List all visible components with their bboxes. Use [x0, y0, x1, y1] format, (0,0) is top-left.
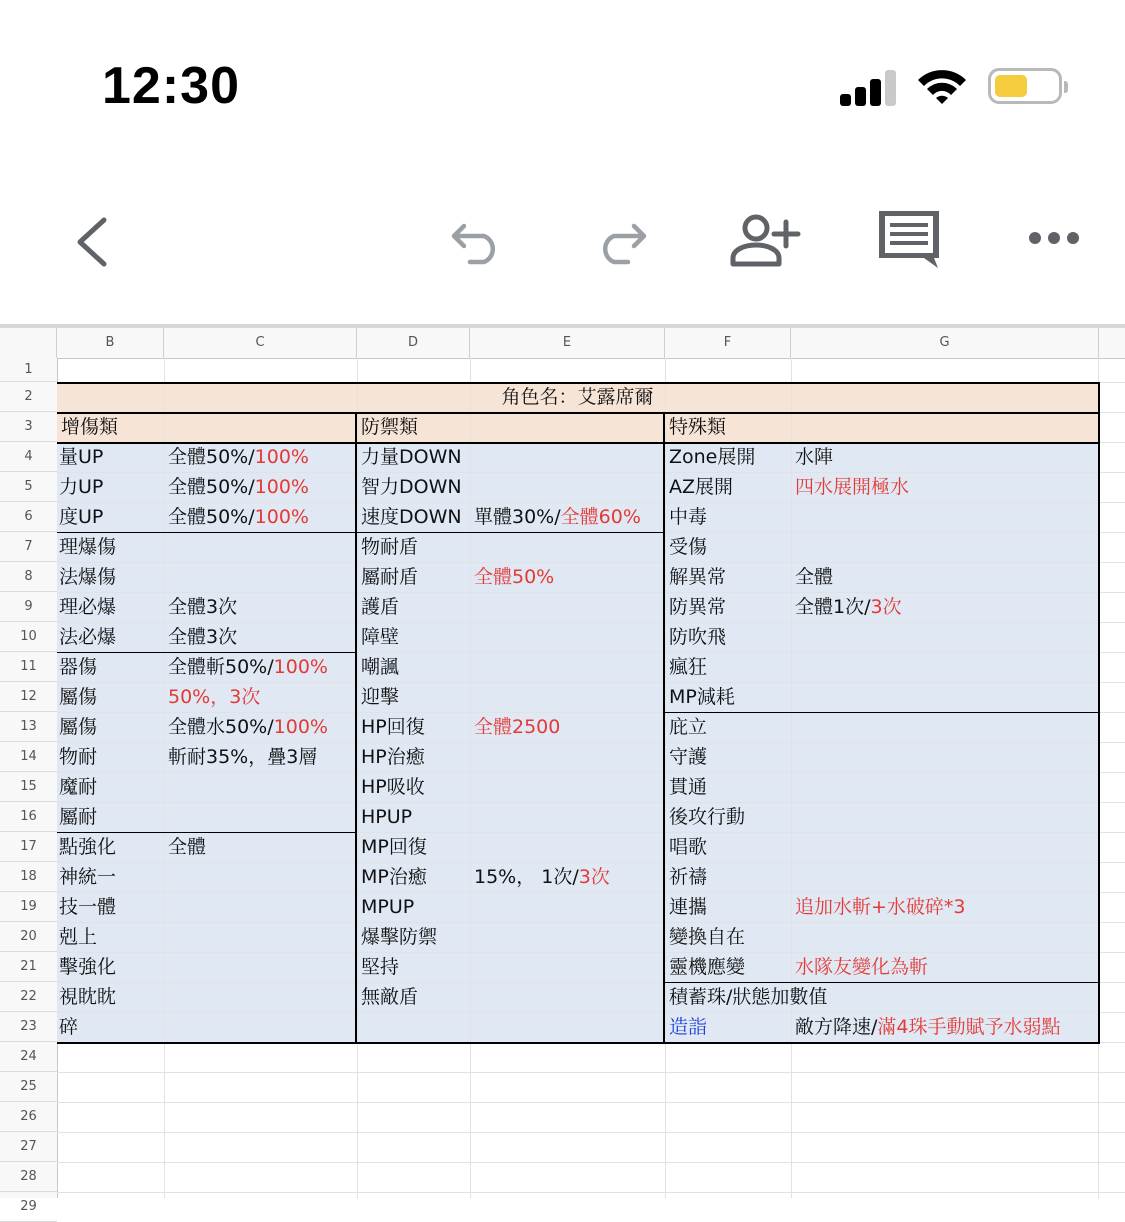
- cell-defense-name[interactable]: HPUP: [361, 806, 413, 828]
- cell-buff-name[interactable]: 量UP: [59, 446, 104, 468]
- spreadsheet[interactable]: [0, 324, 1125, 1214]
- row-header[interactable]: 11: [0, 652, 57, 682]
- cell-special-name[interactable]: 瘋狂: [669, 656, 708, 678]
- cell-special-value[interactable]: [795, 592, 902, 622]
- gridline-horizontal: [57, 922, 1125, 923]
- cellular-signal-icon: [840, 70, 900, 106]
- cell-defense-name[interactable]: 爆擊防禦: [361, 926, 438, 948]
- row-header[interactable]: 20: [0, 922, 57, 952]
- cell-special-name[interactable]: MP減耗: [669, 686, 735, 708]
- gridline-horizontal: [57, 1072, 1125, 1073]
- cell-special-name[interactable]: 受傷: [669, 536, 708, 558]
- cell-special-value[interactable]: [795, 442, 833, 472]
- cell-border: [355, 412, 357, 1042]
- cell-buff-name[interactable]: 法爆傷: [59, 566, 117, 588]
- row-header-bar: [0, 358, 58, 1214]
- cell-special-name[interactable]: 造詣: [669, 1016, 708, 1038]
- cell-defense-name[interactable]: 無敵盾: [361, 986, 419, 1008]
- cell-special-name[interactable]: 變換自在: [669, 926, 746, 948]
- cell-special-name[interactable]: 防吹飛: [669, 626, 727, 648]
- row-header[interactable]: 22: [0, 982, 57, 1012]
- cell-value-highlight: 全體60%: [560, 506, 641, 528]
- cell-defense-name[interactable]: 護盾: [361, 596, 400, 618]
- cell-buff-value[interactable]: [168, 592, 237, 622]
- gridline-horizontal: [57, 1162, 1125, 1163]
- row-header[interactable]: 27: [0, 1132, 57, 1162]
- row-header[interactable]: 28: [0, 1162, 57, 1192]
- cell-value-highlight: 100%: [254, 446, 309, 468]
- cell-defense-name[interactable]: 力量DOWN: [361, 446, 462, 468]
- select-all-corner[interactable]: [0, 328, 57, 358]
- cell-buff-name[interactable]: 點強化: [59, 836, 117, 858]
- cell-defense-name[interactable]: 嘲諷: [361, 656, 400, 678]
- section-header-b: 增傷類: [61, 416, 119, 438]
- back-chevron-icon[interactable]: [70, 216, 112, 268]
- cell-special-name[interactable]: 祈禱: [669, 866, 708, 888]
- column-header-bar: [0, 328, 1125, 359]
- gridline-horizontal: [57, 1132, 1125, 1133]
- row-header[interactable]: 13: [0, 712, 57, 742]
- row-header[interactable]: 14: [0, 742, 57, 772]
- row-header[interactable]: 21: [0, 952, 57, 982]
- cell-value-text: 敵方降速/: [795, 1016, 878, 1038]
- cell-buff-value[interactable]: [168, 682, 260, 712]
- status-time: 12:30: [102, 57, 240, 115]
- row-header[interactable]: 16: [0, 802, 57, 832]
- cell-value-text: 全體1次/: [795, 596, 871, 618]
- cell-value-text: 全體: [168, 836, 207, 858]
- cell-buff-name[interactable]: 視眈眈: [59, 986, 117, 1008]
- cell-buff-value[interactable]: [168, 652, 328, 682]
- more-options-icon[interactable]: [1028, 230, 1080, 246]
- cell-grid[interactable]: [57, 358, 1125, 1198]
- cell-buff-value[interactable]: [168, 712, 328, 742]
- cell-special-name[interactable]: 後攻行動: [669, 806, 746, 828]
- row-header[interactable]: 12: [0, 682, 57, 712]
- cell-defense-name[interactable]: 智力DOWN: [361, 476, 462, 498]
- cell-special-name[interactable]: 中毒: [669, 506, 708, 528]
- row-header[interactable]: 18: [0, 862, 57, 892]
- cell-value-highlight: 100%: [254, 506, 309, 528]
- cell-special-name[interactable]: 防異常: [669, 596, 727, 618]
- cell-buff-name[interactable]: 屬耐: [59, 806, 98, 828]
- cell-value-highlight: 100%: [273, 656, 328, 678]
- row-header[interactable]: 23: [0, 1012, 57, 1042]
- section-header-f: 特殊類: [669, 416, 727, 438]
- cell-border: [663, 412, 665, 1042]
- cell-special-name[interactable]: 積蓄珠/狀態加數值: [669, 986, 828, 1008]
- cell-defense-name[interactable]: HP吸收: [361, 776, 425, 798]
- row-header[interactable]: 24: [0, 1042, 57, 1072]
- cell-special-name[interactable]: Zone展開: [669, 446, 756, 468]
- cell-buff-name[interactable]: 魔耐: [59, 776, 98, 798]
- cell-buff-value[interactable]: [168, 502, 309, 532]
- cell-value-highlight: 追加水斬+水破碎*3: [795, 896, 966, 918]
- cell-special-name[interactable]: 庇立: [669, 716, 708, 738]
- cell-value-highlight: 50%，3次: [168, 686, 261, 708]
- cell-defense-name[interactable]: 物耐盾: [361, 536, 419, 558]
- cell-defense-name[interactable]: MP治癒: [361, 866, 427, 888]
- row-header[interactable]: 7: [0, 532, 57, 562]
- row-header[interactable]: 2: [0, 382, 57, 412]
- cell-buff-name[interactable]: 屬傷: [59, 686, 98, 708]
- cell-buff-name[interactable]: 碎: [59, 1016, 79, 1038]
- column-header-g[interactable]: G: [791, 328, 1099, 358]
- cell-value-text: 全體水50%/: [168, 716, 274, 738]
- redo-icon[interactable]: [592, 218, 648, 264]
- gridline-horizontal: [57, 952, 1125, 953]
- cell-buff-name[interactable]: 技一體: [59, 896, 117, 918]
- comment-icon[interactable]: [876, 208, 942, 272]
- column-header-b[interactable]: B: [57, 328, 164, 358]
- row-header[interactable]: 19: [0, 892, 57, 922]
- row-header[interactable]: 9: [0, 592, 57, 622]
- row-header[interactable]: 5: [0, 472, 57, 502]
- cell-value-text: 全體3次: [168, 596, 238, 618]
- cell-defense-name[interactable]: MP回復: [361, 836, 427, 858]
- cell-special-name[interactable]: 貫通: [669, 776, 708, 798]
- cell-special-name[interactable]: 守護: [669, 746, 708, 768]
- cell-special-name[interactable]: AZ展開: [669, 476, 734, 498]
- gridline-horizontal: [57, 562, 1125, 563]
- share-add-person-icon[interactable]: [730, 212, 802, 268]
- cell-defense-value[interactable]: [474, 562, 554, 592]
- cell-buff-name[interactable]: 理必爆: [59, 596, 117, 618]
- row-header[interactable]: 3: [0, 412, 57, 442]
- section-header-d: 防禦類: [361, 416, 419, 438]
- cell-defense-name[interactable]: HP回復: [361, 716, 425, 738]
- cell-value-text: 單體30%/: [474, 506, 561, 528]
- cell-buff-name[interactable]: 剋上: [59, 926, 98, 948]
- gridline-horizontal: [57, 1102, 1125, 1103]
- cell-special-name[interactable]: 解異常: [669, 566, 727, 588]
- cell-defense-name[interactable]: MPUP: [361, 896, 415, 918]
- cell-value-highlight: 100%: [273, 716, 328, 738]
- column-header-e[interactable]: E: [470, 328, 665, 358]
- cell-buff-value[interactable]: [168, 442, 309, 472]
- cell-buff-name[interactable]: 屬傷: [59, 716, 98, 738]
- cell-buff-value[interactable]: [168, 832, 206, 862]
- cell-special-value[interactable]: [795, 892, 966, 922]
- cell-value-highlight: 水隊友變化為斬: [795, 956, 929, 978]
- cell-border: [665, 712, 1098, 713]
- cell-special-value[interactable]: [795, 562, 833, 592]
- cell-value-highlight: 滿4珠手動賦予水弱點: [877, 1016, 1061, 1038]
- cell-value-text: 水陣: [795, 446, 834, 468]
- row-header[interactable]: 6: [0, 502, 57, 532]
- character-title: 角色名：艾露席爾: [501, 386, 654, 408]
- cell-value-text: 15%， 1次/: [474, 866, 579, 888]
- undo-icon[interactable]: [450, 218, 506, 264]
- cell-defense-name[interactable]: 障壁: [361, 626, 400, 648]
- row-header[interactable]: 26: [0, 1102, 57, 1132]
- gridline-horizontal: [57, 802, 1125, 803]
- cell-buff-value[interactable]: [168, 622, 237, 652]
- cell-special-name[interactable]: 靈機應變: [669, 956, 746, 978]
- cell-special-name[interactable]: 唱歌: [669, 836, 708, 858]
- cell-defense-name[interactable]: 速度DOWN: [361, 506, 462, 528]
- cell-buff-name[interactable]: 理爆傷: [59, 536, 117, 558]
- column-header-d[interactable]: D: [357, 328, 470, 358]
- cell-special-value[interactable]: [795, 1012, 1061, 1042]
- cell-value-highlight: 100%: [254, 476, 309, 498]
- cell-buff-name[interactable]: 力UP: [59, 476, 104, 498]
- cell-value-text: 全體50%/: [168, 506, 255, 528]
- cell-special-value[interactable]: [795, 952, 928, 982]
- row-header[interactable]: 25: [0, 1072, 57, 1102]
- row-header[interactable]: 15: [0, 772, 57, 802]
- row-header[interactable]: 10: [0, 622, 57, 652]
- cell-border: [1098, 382, 1100, 1044]
- cell-value-text: 全體50%/: [168, 476, 255, 498]
- cell-defense-value[interactable]: [474, 862, 610, 892]
- column-header-c[interactable]: C: [164, 328, 357, 358]
- cell-buff-name[interactable]: 物耐: [59, 746, 98, 768]
- cell-value-text: 全體3次: [168, 626, 238, 648]
- cell-buff-name[interactable]: 器傷: [59, 656, 98, 678]
- row-header[interactable]: 4: [0, 442, 57, 472]
- gridline-horizontal: [57, 772, 1125, 773]
- row-header[interactable]: 17: [0, 832, 57, 862]
- cell-defense-name[interactable]: 堅持: [361, 956, 400, 978]
- cell-special-value[interactable]: [795, 472, 909, 502]
- cell-value-text: 全體50%/: [168, 446, 255, 468]
- cell-border: [57, 1042, 1100, 1044]
- wifi-icon: [916, 66, 968, 106]
- cell-value-text: 全體: [795, 566, 834, 588]
- gridline-horizontal: [57, 1192, 1125, 1193]
- cell-value-highlight: 3次: [578, 866, 610, 888]
- cell-value-highlight: 全體2500: [474, 716, 561, 738]
- row-header[interactable]: 1: [0, 358, 57, 382]
- cell-border: [57, 412, 1100, 414]
- sheet-toolbar: [0, 180, 1125, 300]
- cell-buff-name[interactable]: 擊強化: [59, 956, 117, 978]
- cell-value-highlight: 全體50%: [474, 566, 555, 588]
- cell-buff-name[interactable]: 法必爆: [59, 626, 117, 648]
- cell-defense-value[interactable]: [474, 712, 560, 742]
- cell-special-name[interactable]: 連攜: [669, 896, 708, 918]
- cell-value-highlight: 3次: [870, 596, 902, 618]
- status-bar: [0, 0, 1125, 150]
- cell-buff-value[interactable]: [168, 742, 317, 772]
- cell-defense-name[interactable]: HP治癒: [361, 746, 425, 768]
- cell-defense-name[interactable]: 迎擊: [361, 686, 400, 708]
- cell-buff-value[interactable]: [168, 472, 309, 502]
- cell-value-text: 斬耐35%，疊3層: [168, 746, 318, 768]
- column-header-f[interactable]: F: [665, 328, 791, 358]
- cell-buff-name[interactable]: 度UP: [59, 506, 104, 528]
- battery-icon: [988, 68, 1062, 104]
- cell-defense-name[interactable]: 屬耐盾: [361, 566, 419, 588]
- cell-buff-name[interactable]: 神統一: [59, 866, 117, 888]
- row-header[interactable]: 8: [0, 562, 57, 592]
- cell-value-highlight: 四水展開極水: [795, 476, 910, 498]
- row-header[interactable]: 29: [0, 1192, 57, 1222]
- cell-defense-value[interactable]: [474, 502, 641, 532]
- cell-value-text: 全體斬50%/: [168, 656, 274, 678]
